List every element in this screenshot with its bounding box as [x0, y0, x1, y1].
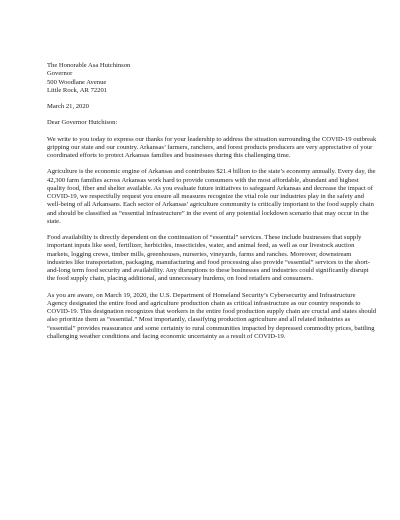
recipient-title: Governor: [47, 70, 73, 78]
recipient-address: [47, 62, 377, 95]
paragraph-agriculture: Agriculture is the economic engine of Arkansas and contributes $21.4 billion to the state’s economy annually. Every day, the 42,300 farm families across Arkansas work hard to provide consumers with the most affordable, abundant and highest quality food, fiber and shelter available. As you evaluate future initiatives to safeguard Arkansas and decrease the impact of COVID-19, we respectfully request you ensure all measures recognize the vital role our industries play in the safety and well-being of all Arkansans. Each sector of Arkansas’ agriculture community is critically important to the food supply chain and should be classified as “essential infrastructure” in the event of any potential lockdown scenario that may occur in the state.: [47, 168, 376, 225]
recipient-city: Little Rock, AR 72201: [47, 86, 108, 94]
paragraph-food-availability: Food availability is directly dependent on the continuation of “essential” services. These include businesses that supply important inputs like seed, fertilizer, herbicides, insecticides, water, and animal feed, as well as our livestock auction markets, logging crews, timber mills, greenhouses, nurseries, vineyards, farms and ranches. Moreover, downstream industries like transportation, packaging, manufacturing and food processing also provide “essential” services to the short-and-long term food security and availability. Any disruptions to these businesses and industries could significantly disrupt the food supply chain, placing additional, and unnecessary burdens, on food retailers and consumers.: [47, 234, 371, 283]
recipient-name: The Honorable Asa Hutchinson: [47, 62, 131, 69]
paragraph-homeland-security: As you are aware, on March 19, 2020, the U.S. Department of Homeland Security’s Cybersecurity and Infrastructure Agency designated the entire food and agriculture production chain as critical infrastructure as our country responds to COVID-19. This designation recognizes that workers in the entire food production supply chain are crucial and states should also prioritize them as “essential.” Most importantly, classifying production agriculture and all related industries as “essential” provides reassurance and some certainty to rural communities impacted by depressed commodity prices, battling challenging weather conditions and facing economic uncertainty as a result of COVID-19.: [47, 291, 377, 340]
letter-date: March 21, 2020: [47, 103, 89, 110]
recipient-street: 500 Woodlane Avenue: [47, 78, 107, 86]
paragraph-thanks: We write to you today to express our thanks for your leadership to address the situation surrounding the COVID-19 outbreak gripping our state and our country. Arkansas’ farmers, ranchers, and forest products producers are very appreciative of your coordinated efforts to protect Arkansas families and businesses during this challenging time.: [47, 135, 377, 159]
salutation: Dear Governor Hutchison:: [47, 119, 118, 127]
letter-page: [47, 62, 377, 341]
